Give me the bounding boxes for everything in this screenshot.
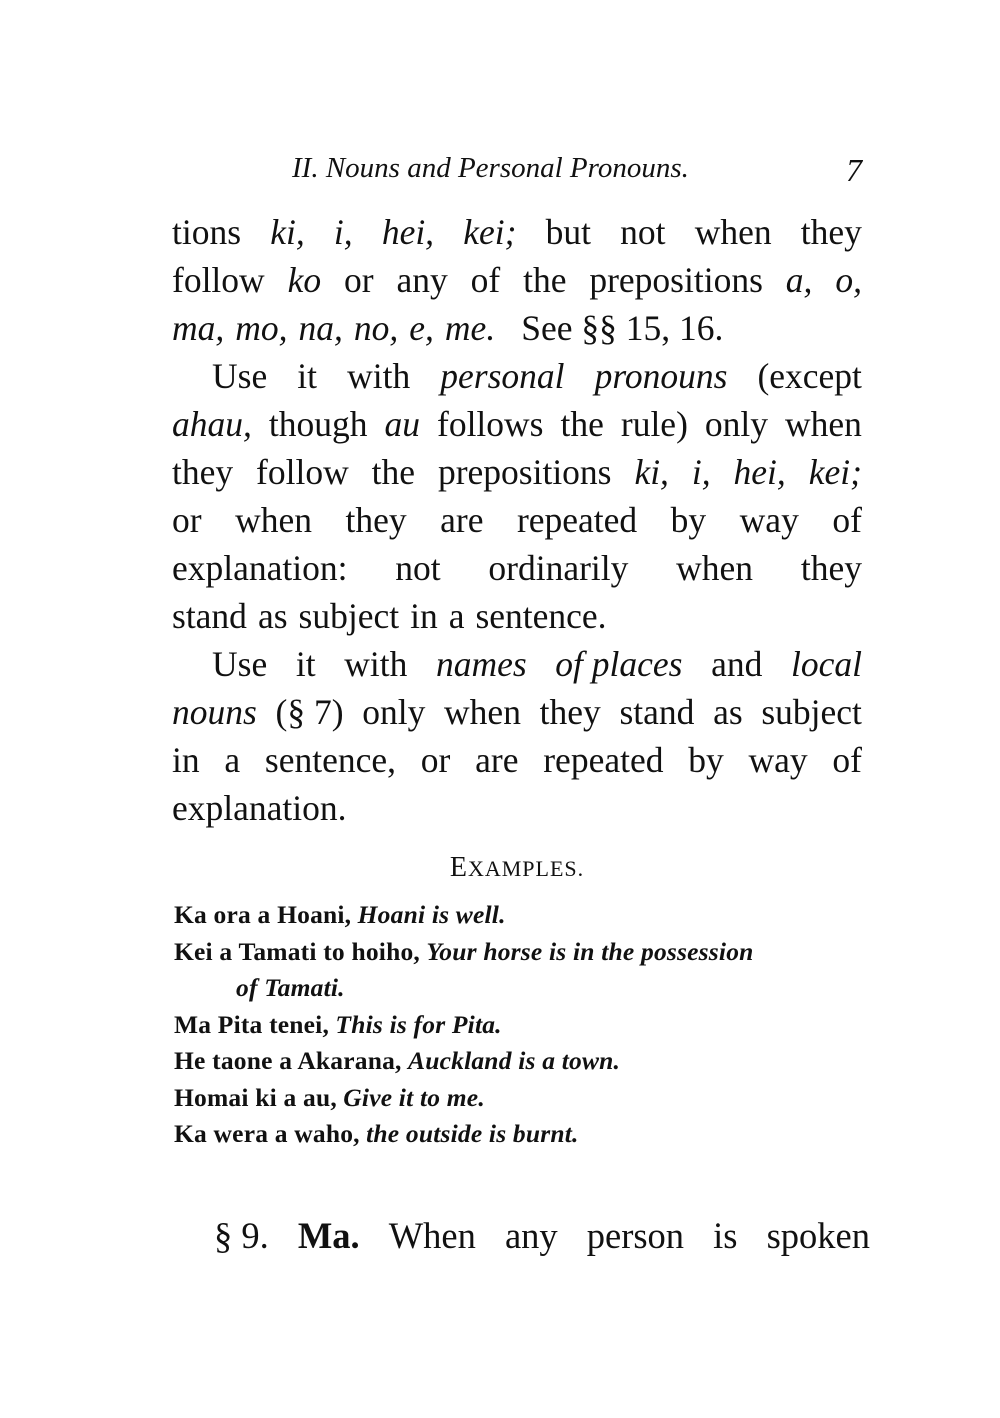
word: when: [235, 500, 312, 540]
para3-line3: [172, 736, 862, 784]
word: follow: [256, 452, 349, 492]
word: they: [800, 212, 862, 252]
word: by: [670, 500, 707, 540]
section-number: § 9.: [214, 1215, 269, 1256]
word: a: [448, 596, 465, 636]
word: when: [444, 692, 521, 732]
word: the: [371, 452, 416, 492]
word: or: [420, 740, 451, 780]
word: stand: [619, 692, 695, 732]
word: the: [560, 404, 604, 444]
heading-initial: E: [449, 852, 468, 883]
word: nouns: [172, 692, 257, 732]
word: o,: [835, 260, 862, 300]
running-head: [292, 152, 862, 192]
word: are: [440, 500, 484, 540]
word: are: [475, 740, 519, 780]
para2-line6: [172, 592, 862, 640]
word: not: [620, 212, 666, 252]
example-item: [174, 1007, 874, 1044]
word: ki,: [634, 452, 669, 492]
word: explanation:: [172, 548, 348, 588]
word: but: [545, 212, 591, 252]
para3-line2: [172, 688, 862, 736]
example-item: [174, 1043, 874, 1080]
example-item: [174, 1080, 874, 1117]
word: sentence.: [475, 596, 607, 636]
word: it: [295, 644, 316, 684]
word: is: [713, 1215, 738, 1256]
word: ma,: [172, 308, 225, 348]
para3-line4: [172, 784, 862, 832]
section-heading: Ma.: [297, 1215, 360, 1256]
word: a: [224, 740, 241, 780]
word: person: [586, 1215, 685, 1256]
word: subject: [298, 596, 400, 636]
word: (§ 7): [275, 692, 344, 732]
para1-line1: [172, 208, 862, 256]
body-text: [172, 208, 862, 832]
word: names: [435, 644, 527, 684]
para2-line3: [172, 448, 862, 496]
example-item: [174, 897, 874, 934]
word: (except: [757, 356, 862, 396]
para3-line1: [172, 640, 862, 688]
word: repeated: [543, 740, 664, 780]
word: they: [172, 452, 234, 492]
example-english: Give it to me.: [343, 1082, 485, 1112]
example-english: Hoani is well.: [357, 900, 506, 929]
para2-line5: [172, 544, 862, 592]
chapter-title: II. Nouns and Personal Pronouns.: [292, 152, 689, 184]
word: When: [388, 1215, 476, 1256]
word: not: [395, 548, 441, 588]
para2-line1: [172, 352, 862, 400]
word: when: [676, 548, 754, 588]
word: they: [800, 548, 862, 588]
word: ki,: [270, 212, 305, 252]
word: follows: [437, 404, 544, 444]
examples-heading: [172, 852, 862, 884]
para2-line2: [172, 400, 862, 448]
word: pronouns: [594, 356, 728, 396]
cross-reference: See §§ 15, 16.: [521, 308, 724, 348]
word: explanation.: [172, 788, 347, 828]
word: in: [410, 596, 438, 636]
example-item: [174, 1116, 874, 1153]
word: as: [257, 596, 288, 636]
word: i,: [333, 212, 353, 252]
word: with: [347, 356, 411, 396]
word: subject: [761, 692, 862, 732]
word: ordinarily: [488, 548, 629, 588]
example-english: Your horse is in the possession: [426, 936, 754, 966]
word: hei,: [733, 452, 786, 492]
para1-line2: [172, 256, 862, 304]
word: in: [172, 740, 200, 780]
example-maori: Homai ki a au,: [174, 1082, 337, 1112]
word: only: [704, 404, 769, 444]
word: they: [345, 500, 407, 540]
word: tions: [172, 212, 242, 252]
word: no,: [353, 308, 399, 348]
word: the: [523, 260, 567, 300]
word: kei;: [463, 212, 517, 252]
word: of: [470, 260, 501, 300]
word: au: [384, 404, 420, 444]
example-english: the outside is burnt.: [366, 1119, 579, 1148]
heading-rest: XAMPLES.: [467, 856, 585, 881]
word: prepositions: [589, 260, 763, 300]
word: a,: [785, 260, 813, 300]
word: e,: [409, 308, 434, 348]
word: way: [748, 740, 808, 780]
word: of: [832, 500, 862, 540]
word: local: [791, 644, 862, 684]
example-maori: Ka wera a waho,: [174, 1119, 360, 1148]
example-item-continuation: [174, 970, 874, 1007]
section-9-opening: [214, 1212, 870, 1260]
word: any: [396, 260, 448, 300]
para2-line4: [172, 496, 862, 544]
word: prepositions: [437, 452, 612, 492]
word: when: [694, 212, 772, 252]
word: sentence,: [264, 740, 397, 780]
example-maori: Ka ora a Hoani,: [174, 900, 352, 929]
word: rule): [620, 404, 688, 444]
word: any: [504, 1215, 558, 1256]
word: kei;: [808, 452, 862, 492]
word: with: [344, 644, 408, 684]
word: follow: [172, 260, 265, 300]
word: me.: [444, 308, 496, 348]
word: it: [297, 356, 318, 396]
word: or: [343, 260, 374, 300]
word: mo,: [235, 308, 288, 348]
word: repeated: [516, 500, 638, 540]
example-item: [174, 934, 874, 971]
word: stand: [172, 596, 247, 636]
word: by: [688, 740, 724, 780]
examples-list: [174, 897, 874, 1153]
word: ahau,: [172, 404, 252, 444]
word: only: [362, 692, 426, 732]
example-english: Auckland is a town.: [408, 1046, 621, 1075]
word: as: [713, 692, 743, 732]
word: they: [539, 692, 601, 732]
word: ko: [287, 260, 322, 300]
example-english: This is for Pita.: [335, 1009, 502, 1039]
word: personal: [440, 356, 565, 396]
example-maori: Ma Pita tenei,: [174, 1009, 330, 1039]
example-english: of Tamati.: [236, 973, 345, 1002]
word: of: [832, 740, 862, 780]
example-maori: He taone a Akarana,: [174, 1046, 402, 1075]
example-maori: Kei a Tamati to hoiho,: [174, 936, 420, 966]
word: when: [785, 404, 862, 444]
word: of places: [555, 644, 683, 684]
word: or: [172, 500, 202, 540]
word: na,: [298, 308, 343, 348]
page-number: 7: [846, 152, 862, 188]
word: hei,: [381, 212, 435, 252]
word: though: [268, 404, 368, 444]
word: spoken: [766, 1215, 870, 1256]
word: and: [711, 644, 763, 684]
word: i,: [691, 452, 711, 492]
word: Use: [212, 356, 268, 396]
word: way: [739, 500, 799, 540]
para1-line3: [172, 304, 862, 352]
word: Use: [212, 644, 268, 684]
